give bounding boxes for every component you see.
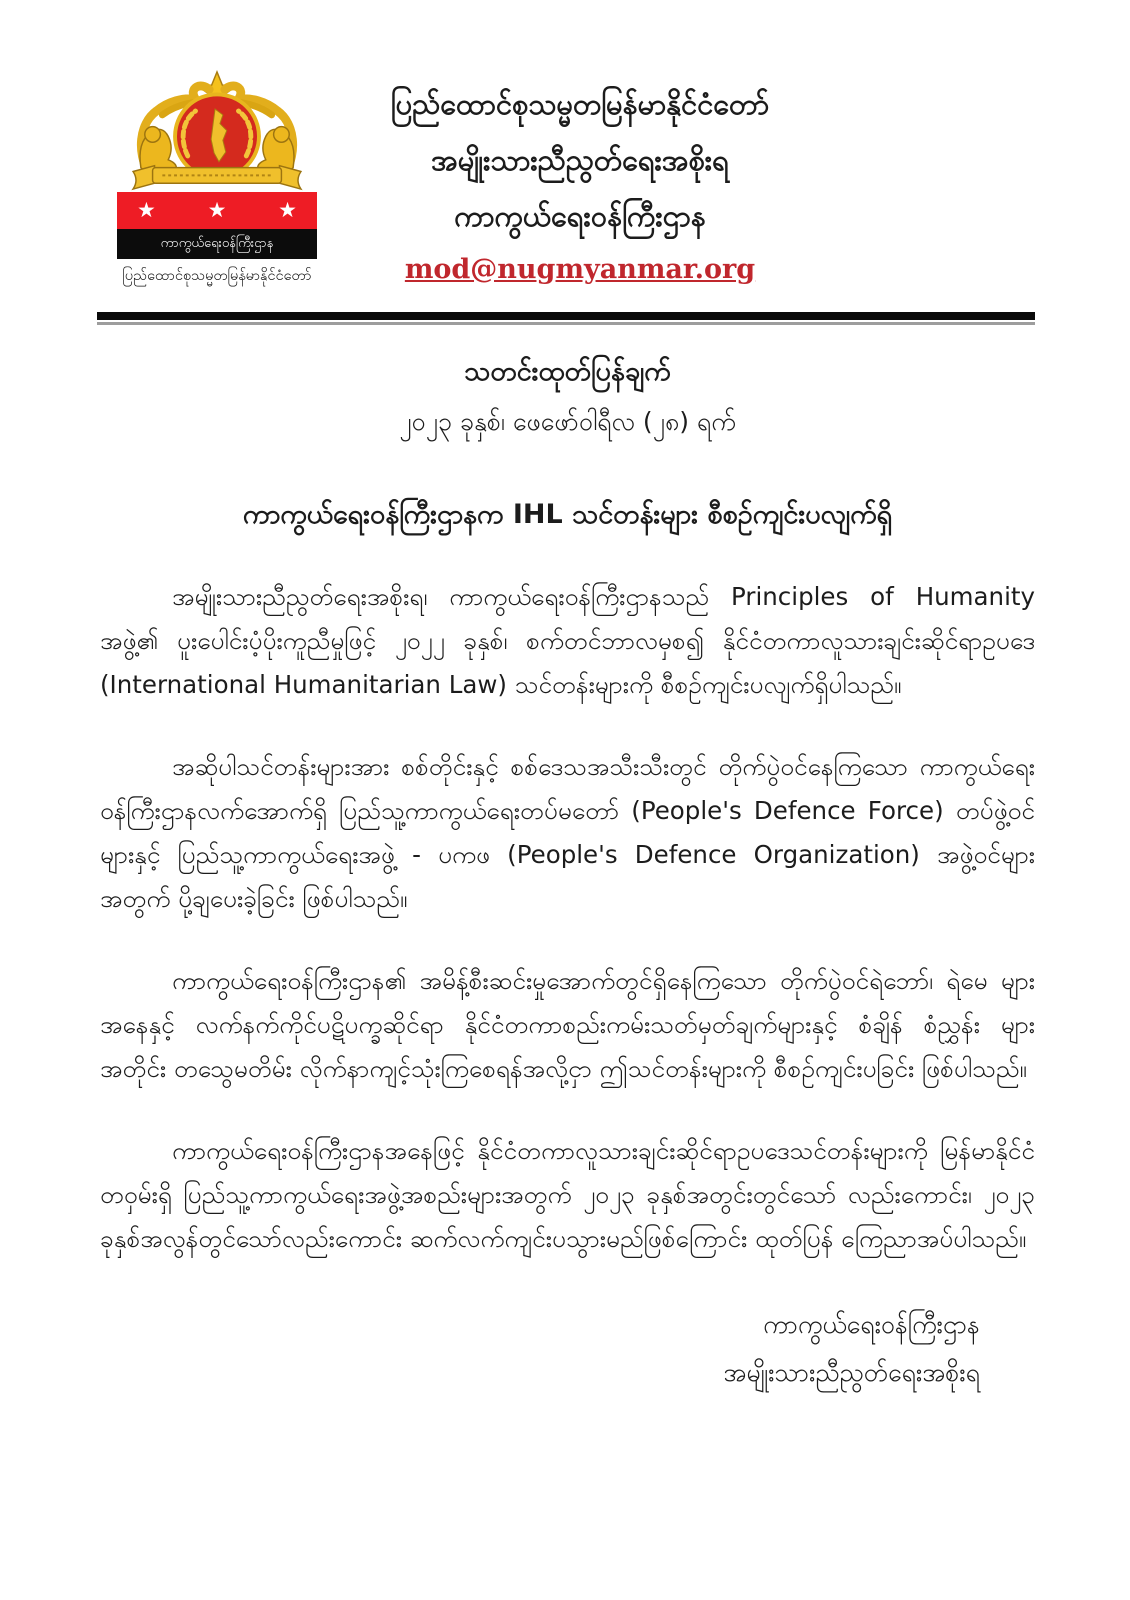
contact-email-link[interactable]: mod@nugmyanmar.org — [404, 254, 756, 285]
document-body — [100, 348, 1035, 1397]
document-type-title: သတင်းထုတ်ပြန်ချက် — [464, 356, 671, 387]
state-title: ပြည်ထောင်စုသမ္မတမြန်မာနိုင်ငံတော် — [390, 87, 770, 121]
ministry-emblem — [110, 70, 324, 288]
header-divider-rule — [97, 312, 1035, 325]
signature-ministry: ကာကွယ်ရေးဝန်ကြီးဌာန — [763, 1310, 980, 1339]
letterhead-titles — [330, 76, 830, 285]
body-paragraph: ကာကွယ်ရေးဝန်ကြီးဌာန၏ အမိန့်စီးဆင်းမှုအောက်တွင်ရှိနေကြသော တိုက်ပွဲဝင်ရဲဘော်၊ ရဲမေ များအနေနှင့် လက်နက်ကိုင်ပဋိပက္ခဆိုင်ရာ နိုင်ငံတကာစည်းကမ်းသတ်မှတ်ချက်များနှင့် စံချိန် စံညွှန်း များအတိုင်း တသွေမတိမ်း လိုက်နာကျင့်သုံးကြစေရန်အလို့ငှာ ဤသင်တန်းများကို စီစဉ်ကျင်းပခြင်း ဖြစ်ပါသည်။ — [100, 966, 1035, 1083]
divider-thick-line — [97, 312, 1035, 320]
signature-government: အမျိုးသားညီညွတ်ရေးအစိုးရ — [723, 1358, 980, 1387]
government-title: အမျိုးသားညီညွတ်ရေးအစိုးရ — [431, 143, 729, 177]
ministry-title: ကာကွယ်ရေးဝန်ကြီးဌာန — [454, 199, 706, 233]
star-icon: ★ — [278, 198, 297, 222]
star-icon: ★ — [207, 198, 227, 222]
state-seal-icon — [119, 70, 315, 192]
body-paragraph: အဆိုပါသင်တန်းများအား စစ်တိုင်းနှင့် စစ်ဒေသအသီးသီးတွင် တိုက်ပွဲဝင်နေကြသော ကာကွယ်ရေးဝန်ကြီးဌာနလက်အောက်ရှိ ပြည်သူ့ကာကွယ်ရေးတပ်မတော် (People's Defence Force) တပ်ဖွဲ့ဝင်များနှင့် ပြည်သူ့ကာကွယ်ရေးအဖွဲ့ - ပကဖ (People's Defence Organization) အဖွဲ့ဝင်များ အတွက် ပို့ချပေးခဲ့ခြင်း ဖြစ်ပါသည်။ — [100, 752, 1035, 913]
divider-thin-line — [97, 322, 1035, 325]
signature-block — [100, 1301, 1035, 1397]
flag-stars-band — [117, 192, 317, 229]
emblem-caption: ပြည်ထောင်စုသမ္မတမြန်မာနိုင်ငံတော် — [122, 268, 312, 284]
body-paragraph: ကာကွယ်ရေးဝန်ကြီးဌာနအနေဖြင့် နိုင်ငံတကာလူသားချင်းဆိုင်ရာဥပဒေသင်တန်းများကို မြန်မာနိုင်ငံတဝှမ်းရှိ ပြည်သူ့ကာကွယ်ရေးအဖွဲ့အစည်းများအတွက် ၂၀၂၃ ခုနှစ်အတွင်းတွင်သော် လည်းကောင်း၊ ၂၀၂၃ ခုနှစ်အလွန်တွင်သော်လည်းကောင်း ဆက်လက်ကျင်းပသွားမည်ဖြစ်ကြောင်း ထုတ်ပြန် ကြေညာအပ်ပါသည်။ — [100, 1136, 1035, 1253]
star-icon: ★ — [137, 198, 156, 222]
document-date: ၂၀၂၃ ခုနှစ်၊ ဖေဖော်ဝါရီလ (၂၈) ရက် — [399, 407, 736, 436]
flag-ministry-name: ကာကွယ်ရေးဝန်ကြီးဌာန — [117, 229, 317, 259]
body-paragraph: အမျိုးသားညီညွတ်ရေးအစိုးရ၊ ကာကွယ်ရေးဝန်ကြီးဌာနသည် Principles of Humanity အဖွဲ့၏ ပူးပေါင်းပံ့ပိုးကူညီမှုဖြင့် ၂၀၂၂ ခုနှစ်၊ စက်တင်ဘာလမှစ၍ နိုင်ငံတကာလူသားချင်းဆိုင်ရာဥပဒေ (International Humanitarian Law) သင်တန်းများကို စီစဉ်ကျင်းပလျက်ရှိပါသည်။ — [100, 582, 1035, 699]
ministry-flag — [117, 192, 317, 259]
press-release-headline: ကာကွယ်ရေးဝန်ကြီးဌာနက IHL သင်တန်းများ စီစဉ်ကျင်းပလျက်ရှိ — [242, 499, 893, 530]
